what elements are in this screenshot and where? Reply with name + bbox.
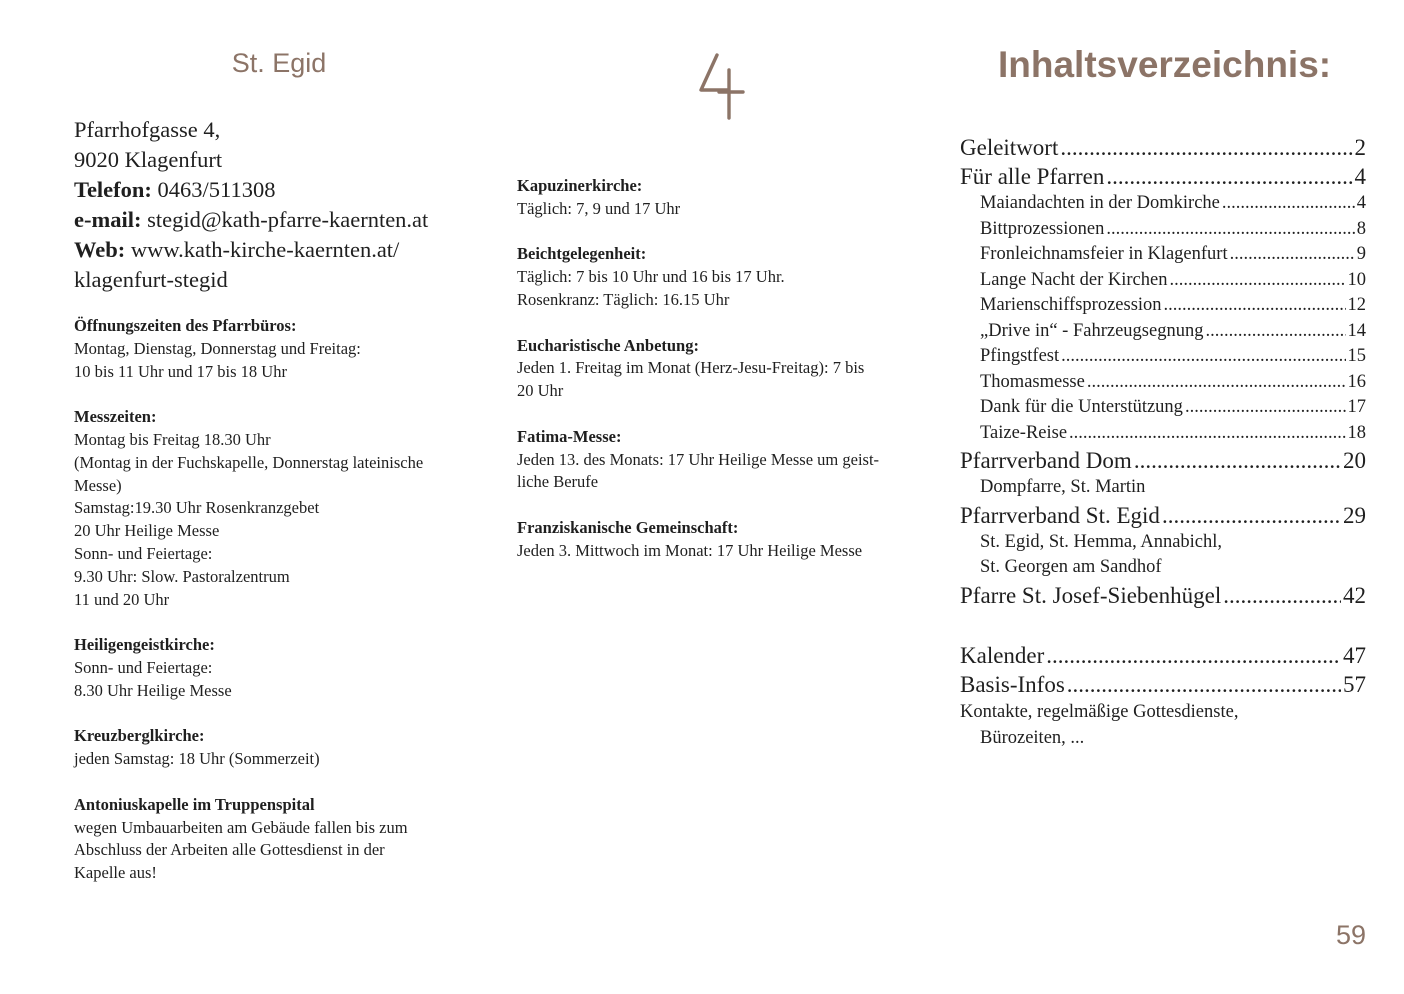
schedule-block [74,634,484,702]
toc-title: Inhaltsverzeichnis: [998,44,1332,85]
toc-leader-dots [1162,501,1341,530]
toc-entry-label: Basis-Infos [960,671,1065,697]
toc-entry-page: 4 [1354,164,1366,189]
schedule-block-title: Fatima-Messe: [517,426,622,446]
toc-entry-label: Für alle Pfarren [960,164,1105,189]
toc-entry[interactable] [960,370,1366,396]
toc-entry[interactable] [960,162,1366,191]
toc-spacer [960,610,1366,641]
toc-entry[interactable] [960,581,1366,610]
toc-entry-page: 8 [1356,218,1366,239]
schedule-block-line: Montag bis Freitag 18.30 Uhr [74,429,271,449]
toc-entry-label: Fronleichnamsfeier in Klagenfurt [980,244,1228,264]
schedule-block [517,243,927,311]
schedule-block-title: Heiligengeistkirche: [74,635,215,655]
toc-leader-dots [1106,217,1354,243]
toc-entry-label: Pfarrverband Dom [960,448,1132,473]
address-city: 9020 Klagenfurt [74,147,223,172]
address-street: Pfarrhofgasse 4, [74,117,221,142]
schedule-block-line: Montag, Dienstag, Donnerstag und Freitag: [74,338,361,358]
toc-leader-dots [1087,370,1346,396]
schedule-block-line: wegen Umbauarbeiten am Gebäude fallen bis zum [74,817,408,837]
middle-schedule-blocks [517,175,927,585]
toc-leader-dots [1069,421,1345,447]
toc-entry-label: Thomasmesse [980,371,1085,392]
schedule-block-line: Täglich: 7 bis 10 Uhr und 16 bis 17 Uhr. [517,267,785,287]
toc-note: Dompfarre, St. Martin [980,477,1146,497]
schedule-block [74,725,484,771]
toc-entry-label: Dank für die Unterstützung [980,397,1183,417]
toc-leader-dots [1164,293,1346,319]
toc-entry[interactable] [960,344,1366,370]
schedule-block [517,335,927,403]
toc-entry[interactable] [960,446,1366,475]
toc-entry-page: 14 [1347,320,1366,341]
phone-label: Telefon: [74,177,152,202]
toc-entry-page: 29 [1343,502,1366,528]
toc-leader-dots [1169,268,1345,294]
toc-leader-dots [1185,395,1346,421]
email-label: e-mail: [74,207,142,232]
toc-entry-label: Kalender [960,642,1045,668]
web-line-continued: klagenfurt-stegid [74,267,228,292]
schedule-block [74,406,484,611]
toc-entry-label: Marienschiffsprozession [980,295,1162,315]
toc-note: Kontakte, regelmäßige Gottesdienste, [960,701,1239,722]
web-value: www.kath-kirche-kaernten.at/ [125,237,400,262]
left-schedule-blocks [74,315,484,908]
toc-entry-label: Pfingstfest [980,346,1060,366]
toc-entry[interactable] [960,293,1366,319]
toc-leader-dots [1061,344,1345,370]
schedule-block-title: Eucharistische Anbetung: [517,335,699,355]
toc-entry-page: 15 [1347,346,1366,366]
toc-entry[interactable] [960,133,1366,162]
page-number: 59 [1335,920,1366,950]
toc-entry-page: 18 [1347,422,1366,443]
schedule-block-line: Jeden 13. des Monats: 17 Uhr Heilige Messe um geist- [517,449,880,469]
toc-note: Bürozeiten, ... [980,727,1085,748]
toc-entry[interactable] [960,191,1366,217]
schedule-block-line: Kapelle aus! [74,863,157,883]
schedule-block-line: Sonn- und Feiertage: [74,657,213,677]
toc-entry-label: Geleitwort [960,135,1059,160]
schedule-block-title: Messzeiten: [74,407,157,427]
toc-entry-label: Taize-Reise [980,422,1068,443]
schedule-block [517,517,927,563]
phone-line [74,175,504,205]
web-line [74,235,504,265]
toc-leader-dots [1134,446,1341,475]
schedule-block-line: 10 bis 11 Uhr und 17 bis 18 Uhr [74,361,287,381]
schedule-block-line: (Montag in der Fuchskapelle, Donnerstag lateinische [74,452,424,472]
toc-entry-page: 10 [1347,269,1366,290]
toc-entry-page: 4 [1356,193,1366,213]
toc-leader-dots [1046,641,1341,670]
parish-title: St. Egid [231,48,327,78]
schedule-block [74,315,484,383]
toc-entry[interactable] [960,395,1366,421]
schedule-block-line: 20 Uhr Heilige Messe [74,521,220,541]
table-of-contents [960,133,1366,751]
schedule-block [517,175,927,221]
toc-leader-dots [1222,191,1355,217]
toc-entry-label: Bittprozessionen [980,218,1105,239]
web-label: Web: [74,237,126,262]
schedule-block-title: Kapuzinerkirche: [517,176,643,195]
toc-entry[interactable] [960,217,1366,243]
email-value: stegid@kath-pfarre-kaernten.at [141,207,429,232]
toc-entry[interactable] [960,268,1366,294]
toc-entry-label: „Drive in“ - Fahrzeugsegnung [980,320,1204,341]
schedule-block-line: Jeden 1. Freitag im Monat (Herz-Jesu-Freitag): 7 bis [517,358,865,378]
toc-entry-label: Pfarre St. Josef-Siebenhügel [960,582,1222,608]
toc-leader-dots [1060,133,1352,162]
schedule-block-line: 20 Uhr [517,381,564,401]
toc-leader-dots [1067,670,1341,699]
toc-entry-page: 42 [1343,582,1366,608]
toc-entry-page: 47 [1343,642,1366,668]
schedule-block-line: Samstag:19.30 Uhr Rosenkranzgebet [74,498,320,518]
schedule-block-title: Kreuzberglkirche: [74,726,205,746]
schedule-block-title: Antoniuskapelle im Truppenspital [74,794,315,814]
schedule-block-line: Messe) [74,475,122,495]
schedule-block-line: Abschluss der Arbeiten alle Gottesdienst in der [74,840,385,860]
toc-entry-page: 20 [1343,448,1366,473]
toc-entry-label: Lange Nacht der Kirchen [980,269,1168,290]
toc-entry[interactable] [960,501,1366,530]
address-block [74,115,504,295]
schedule-block-title: Franziskanische Gemeinschaft: [517,517,739,537]
toc-entry[interactable] [960,421,1366,447]
toc-entry[interactable] [960,670,1366,699]
toc-entry[interactable] [960,319,1366,345]
schedule-block-title: Beichtgelegenheit: [517,244,647,264]
toc-entry-page: 12 [1347,295,1366,315]
schedule-block [517,426,927,494]
schedule-block-line: 8.30 Uhr Heilige Messe [74,680,232,700]
schedule-block-line: Täglich: 7, 9 und 17 Uhr [517,198,681,218]
toc-leader-dots [1106,162,1352,191]
schedule-block-line: 9.30 Uhr: Slow. Pastoralzentrum [74,566,290,586]
toc-entry-page: 9 [1356,244,1366,264]
toc-note: St. Georgen am Sandhof [980,557,1162,577]
toc-entry[interactable] [960,641,1366,670]
schedule-block-title: Öffnungszeiten des Pfarrbüros: [74,316,297,335]
toc-entry-label: Pfarrverband St. Egid [960,502,1160,528]
toc-entry-page: 17 [1347,397,1366,417]
toc-leader-dots [1205,319,1345,345]
toc-leader-dots [1223,581,1341,610]
cross-4-logo-icon [695,52,749,122]
schedule-block [74,794,484,885]
schedule-block-line: 11 und 20 Uhr [74,589,170,609]
toc-entry-page: 16 [1347,371,1366,392]
toc-leader-dots [1230,242,1355,268]
schedule-block-line: Sonn- und Feiertage: [74,543,213,563]
schedule-block-line: liche Berufe [517,472,599,492]
toc-entry[interactable] [960,242,1366,268]
schedule-block-line: Rosenkranz: Täglich: 16.15 Uhr [517,289,730,309]
toc-note: St. Egid, St. Hemma, Annabichl, [980,531,1223,552]
toc-entry-page: 2 [1354,135,1366,160]
toc-entry-page: 57 [1343,671,1366,697]
schedule-block-line: jeden Samstag: 18 Uhr (Sommerzeit) [74,749,320,769]
schedule-block-line: Jeden 3. Mittwoch im Monat: 17 Uhr Heilige Messe [517,540,863,560]
phone-value: 0463/511308 [151,177,276,202]
email-line [74,205,504,235]
toc-entry-label: Maiandachten in der Domkirche [980,193,1220,213]
